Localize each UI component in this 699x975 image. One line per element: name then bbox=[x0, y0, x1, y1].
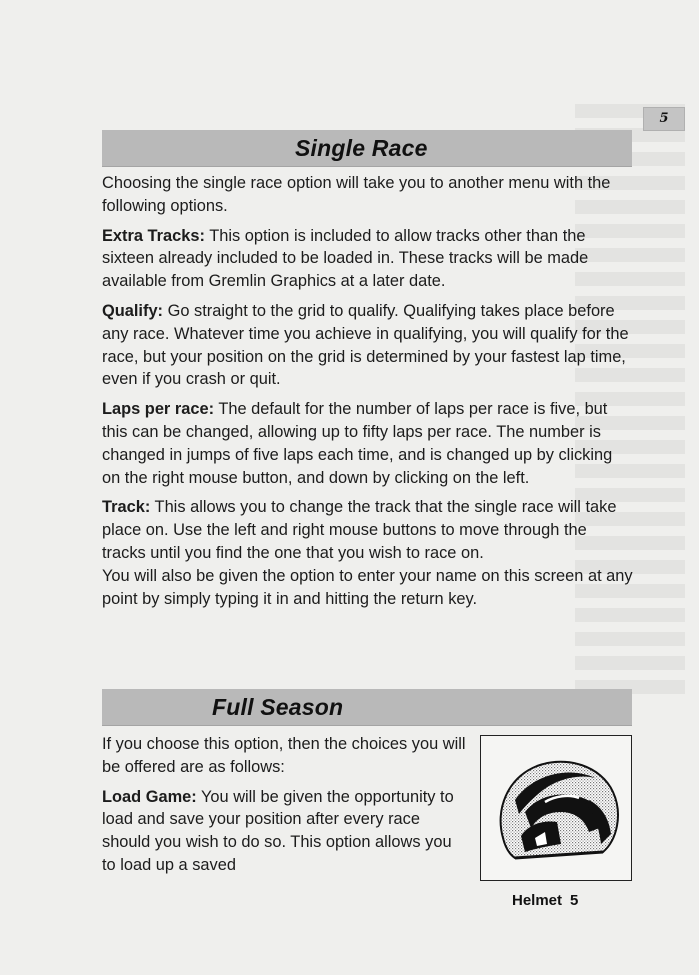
option-extra-tracks bbox=[102, 225, 634, 293]
option-load-game bbox=[102, 786, 467, 877]
single-race-outro: You will also be given the option to enter your name on this screen at any point by simply typing it in and hitting the return key. bbox=[102, 566, 633, 608]
option-qualify bbox=[102, 300, 634, 391]
option-text: This option is included to allow tracks other than the sixteen already included to be loaded in. These tracks will be made available from Gremlin Graphics at a later date. bbox=[102, 226, 589, 291]
option-text: You will be given the opportunity to load and save your position after every race should you wish to do so. This option allows you to load up a saved bbox=[102, 787, 454, 874]
option-text: The default for the number of laps per race is five, but this can be changed, allowing up to fifty laps per race. The number is changed in jumps of five laps each time, and is changed up by clicking on the right mouse button, and down by clicking on the left. bbox=[102, 400, 613, 487]
single-race-title: Single Race bbox=[295, 135, 428, 161]
caption-number: 5 bbox=[570, 892, 579, 909]
full-season-banner bbox=[102, 689, 632, 726]
single-race-intro: Choosing the single race option will take you to another menu with the following options. bbox=[102, 174, 611, 215]
option-term: Qualify: bbox=[102, 301, 164, 320]
option-term: Load Game: bbox=[102, 787, 197, 806]
full-season-title: Full Season bbox=[212, 694, 344, 720]
figure-caption bbox=[512, 892, 578, 909]
full-season-intro: If you choose this option, then the choices you will be offered are as follows: bbox=[102, 735, 466, 776]
page-tab: 5 bbox=[643, 107, 685, 131]
full-season-body bbox=[102, 733, 467, 884]
option-track bbox=[102, 496, 634, 564]
single-race-banner bbox=[102, 130, 632, 167]
helmet-figure bbox=[480, 735, 632, 881]
caption-label: Helmet bbox=[512, 892, 563, 909]
option-term: Extra Tracks: bbox=[102, 226, 205, 245]
helmet-icon bbox=[485, 740, 627, 876]
option-laps-per-race bbox=[102, 398, 634, 489]
option-text: Go straight to the grid to qualify. Qualifying takes place before any race. Whatever time you achieve in qualifying, you will qualify for the race, but your position on the grid is determined by your fastest lap time, even if you crash or quit. bbox=[102, 301, 629, 389]
option-term: Track: bbox=[102, 498, 151, 517]
single-race-body bbox=[102, 172, 634, 617]
option-term: Laps per race: bbox=[102, 400, 215, 419]
option-text: This allows you to change the track that the single race will take place on. Use the left and right mouse buttons to move through the tracks until you find the one that you wish to race on. bbox=[102, 498, 617, 562]
